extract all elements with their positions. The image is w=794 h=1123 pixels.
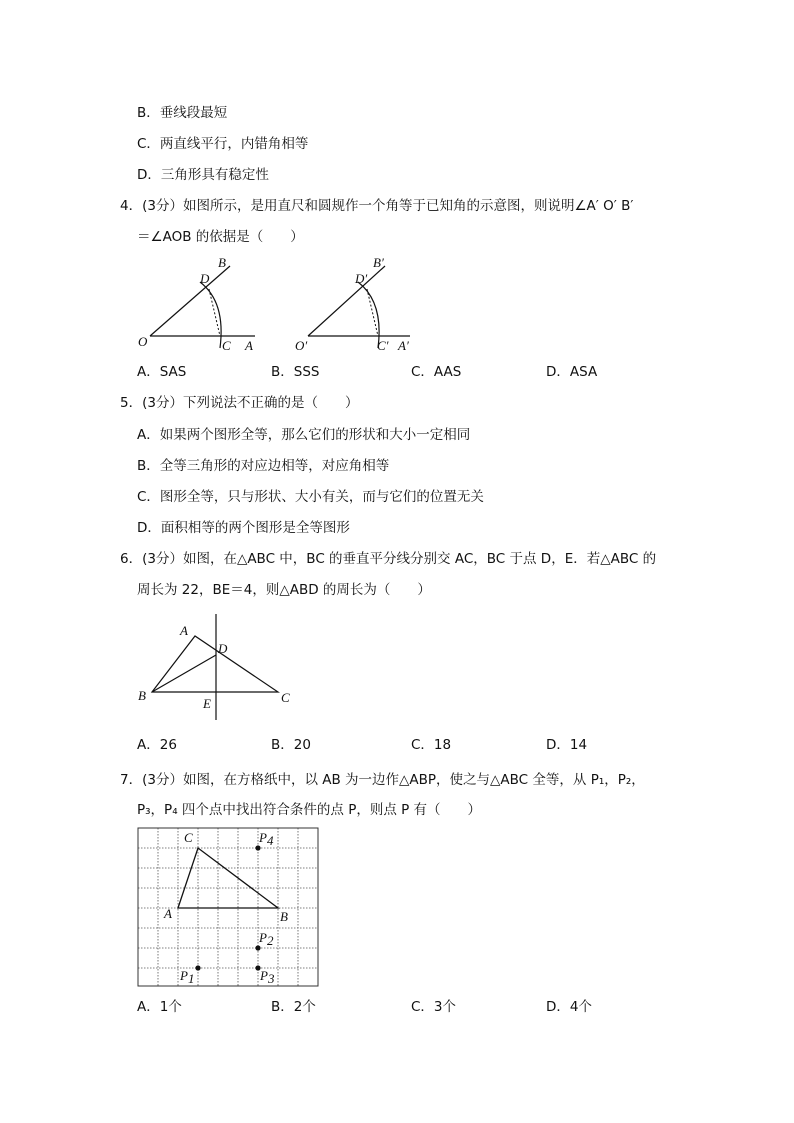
q6-label-e: E: [203, 696, 211, 711]
q4-right-label-d: D′: [355, 271, 368, 286]
q5-option-d: D．面积相等的两个图形是全等图形: [137, 520, 350, 536]
q6-label-b: B: [138, 688, 146, 703]
q3-option-d: D．三角形具有稳定性: [137, 167, 269, 183]
q5-option-a: A．如果两个图形全等，那么它们的形状和大小一定相同: [137, 427, 471, 443]
q7-label-c: C: [184, 830, 193, 845]
q5-option-b: B．全等三角形的对应边相等，对应角相等: [137, 458, 390, 474]
q3-option-b: B．垂线段最短: [137, 105, 228, 121]
q4-right-label-o: O′: [295, 338, 308, 353]
q7-stem-line1: 7．(3分）如图，在方格纸中，以 AB 为一边作△ABP，使之与△ABC 全等，从 P₁，P₂，: [120, 772, 645, 788]
q7-label-p2: P2: [259, 930, 274, 948]
q6-stem-line2: 周长为 22，BE＝4，则△ABD 的周长为（ ）: [137, 582, 431, 598]
q7-option-d: D．4个: [546, 999, 592, 1015]
q4-stem-line1: 4．(3分）如图所示，是用直尺和圆规作一个角等于已知角的示意图，则说明∠A′ O′ B′: [120, 198, 634, 214]
q6-label-d: D: [218, 641, 228, 656]
q4-figure-left: [138, 255, 255, 353]
q7-label-a: A: [164, 906, 172, 921]
q7-label-b: B: [280, 909, 288, 924]
q4-stem-line2: ＝∠AOB 的依据是（ ）: [137, 229, 304, 245]
q5-option-c: C．图形全等，只与形状、大小有关，而与它们的位置无关: [137, 489, 484, 505]
q6-stem-line1: 6．(3分）如图，在△ABC 中，BC 的垂直平分线分别交 AC，BC 于点 D，E．若△ABC 的: [120, 551, 657, 567]
q7-label-p4: P4: [259, 830, 274, 848]
q7-option-c: C．3个: [411, 999, 457, 1015]
q4-option-b: B．SSS: [271, 364, 320, 380]
q4-option-d: D．ASA: [546, 364, 598, 380]
q7-grid-figure: [130, 820, 330, 995]
q4-left-label-a: A: [245, 338, 253, 353]
q6-label-c: C: [281, 690, 290, 705]
q4-right-label-c: C′: [377, 338, 389, 353]
q4-left-label-c: C: [222, 338, 231, 353]
q4-option-a: A．SAS: [137, 364, 187, 380]
q6-option-c: C．18: [411, 737, 452, 753]
q6-label-a: A: [180, 623, 188, 638]
q4-left-label-o: O: [138, 334, 148, 349]
q4-figure-right: [295, 255, 410, 353]
q6-option-a: A．26: [137, 737, 177, 753]
q4-right-label-b: B′: [373, 255, 384, 270]
q4-left-label-b: B: [218, 255, 226, 270]
q7-label-p3: P3: [260, 968, 275, 986]
q4-left-label-d: D: [200, 271, 210, 286]
q4-right-label-a: A′: [398, 338, 409, 353]
q7-label-p1: P1: [180, 968, 195, 986]
q7-option-a: A．1个: [137, 999, 182, 1015]
q6-figure: [130, 610, 310, 725]
q5-stem: 5．(3分）下列说法不正确的是（ ）: [120, 395, 359, 411]
q7-stem-line2: P₃，P₄ 四个点中找出符合条件的点 P，则点 P 有（ ）: [137, 802, 482, 818]
q6-option-d: D．14: [546, 737, 588, 753]
q4-option-c: C．AAS: [411, 364, 462, 380]
q6-option-b: B．20: [271, 737, 311, 753]
q7-option-b: B．2个: [271, 999, 316, 1015]
q4-figure: [130, 252, 430, 357]
q3-option-c: C．两直线平行，内错角相等: [137, 136, 309, 152]
